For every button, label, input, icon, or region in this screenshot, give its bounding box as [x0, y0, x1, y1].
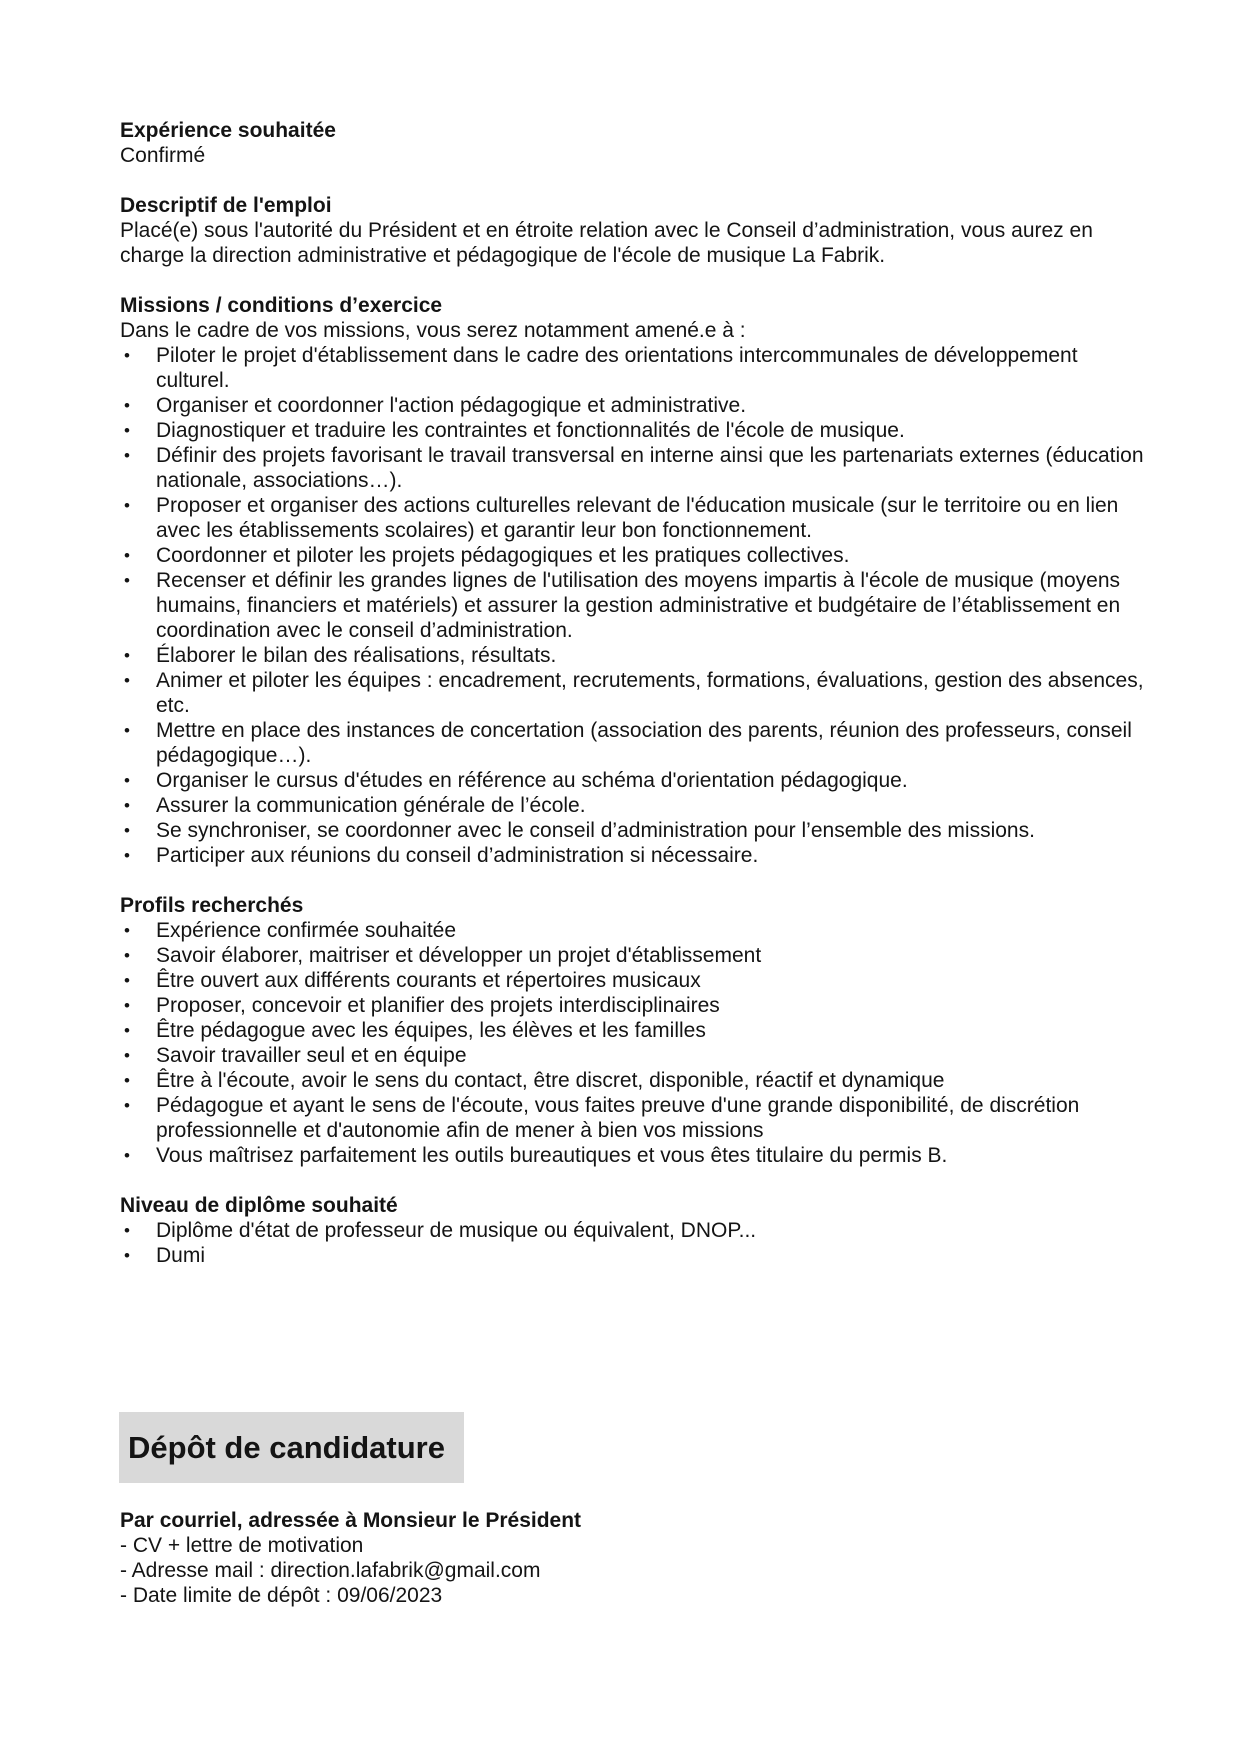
- mission-item: • Mettre en place des instances de concertation (association des parents, réunion des professeurs, conseil pédagogique…).: [120, 718, 1150, 768]
- profil-item: • Expérience confirmée souhaitée: [120, 918, 1150, 943]
- experience-heading: Expérience souhaitée: [120, 119, 336, 142]
- mission-item: • Piloter le projet d'établissement dans le cadre des orientations intercommunales de développement culturel.: [120, 343, 1150, 393]
- profil-item: • Savoir élaborer, maitriser et développer un projet d'établissement: [120, 943, 1150, 968]
- profils-heading: Profils recherchés: [120, 894, 304, 917]
- depot-title: Dépôt de candidature: [128, 1429, 445, 1465]
- descriptif-heading: Descriptif de l'emploi: [120, 194, 332, 217]
- depot-banner: [119, 1412, 464, 1483]
- application-section: [120, 1508, 1150, 1608]
- profil-item: • Savoir travailler seul et en équipe: [120, 1043, 1150, 1068]
- experience-value: Confirmé: [120, 144, 206, 167]
- missions-list: [120, 343, 1150, 868]
- job-offer-content: [120, 118, 1150, 1268]
- diplome-heading: Niveau de diplôme souhaité: [120, 1194, 398, 1217]
- profil-item: • Être à l'écoute, avoir le sens du contact, être discret, disponible, réactif et dynamique: [120, 1068, 1150, 1093]
- experience-section: [120, 118, 1150, 168]
- profils-list: [120, 918, 1150, 1168]
- mission-item: • Organiser le cursus d'études en référence au schéma d'orientation pédagogique.: [120, 768, 1150, 793]
- mission-item: • Organiser et coordonner l'action pédagogique et administrative.: [120, 393, 1150, 418]
- profil-item: • Être ouvert aux différents courants et répertoires musicaux: [120, 968, 1150, 993]
- diplome-item: • Dumi: [120, 1243, 1150, 1268]
- mission-item: • Définir des projets favorisant le travail transversal en interne ainsi que les partenariats externes (éducation nationale, associations…).: [120, 443, 1150, 493]
- mission-item: • Assurer la communication générale de l’école.: [120, 793, 1150, 818]
- mission-item: • Proposer et organiser des actions culturelles relevant de l'éducation musicale (sur le territoire ou en lien avec les établissements scolaires) et garantir leur bon fonctionnement.: [120, 493, 1150, 543]
- profil-item: • Proposer, concevoir et planifier des projets interdisciplinaires: [120, 993, 1150, 1018]
- missions-intro: Dans le cadre de vos missions, vous serez notamment amené.e à :: [120, 319, 746, 342]
- mission-item: • Élaborer le bilan des réalisations, résultats.: [120, 643, 1150, 668]
- profil-item: • Être pédagogue avec les équipes, les élèves et les familles: [120, 1018, 1150, 1043]
- profil-item: • Pédagogue et ayant le sens de l'écoute, vous faites preuve d'une grande disponibilité, de discrétion professionnelle et d'autonomie afin de mener à bien vos missions: [120, 1093, 1150, 1143]
- diplome-item: • Diplôme d'état de professeur de musique ou équivalent, DNOP...: [120, 1218, 1150, 1243]
- diplome-list: [120, 1218, 1150, 1268]
- application-line: - Date limite de dépôt : 09/06/2023: [120, 1584, 443, 1607]
- descriptif-text: Placé(e) sous l'autorité du Président et en étroite relation avec le Conseil d’administration, vous aurez en charge la direction administrative et pédagogique de l'école de musique La Fabrik.: [120, 219, 1093, 267]
- missions-section: [120, 293, 1150, 868]
- mission-item: • Se synchroniser, se coordonner avec le conseil d’administration pour l’ensemble des missions.: [120, 818, 1150, 843]
- profil-item: • Vous maîtrisez parfaitement les outils bureautiques et vous êtes titulaire du permis B.: [120, 1143, 1150, 1168]
- application-line: - Adresse mail : direction.lafabrik@gmail.com: [120, 1559, 541, 1582]
- application-heading: Par courriel, adressée à Monsieur le Président: [120, 1509, 582, 1532]
- mission-item: • Coordonner et piloter les projets pédagogiques et les pratiques collectives.: [120, 543, 1150, 568]
- descriptif-section: [120, 193, 1150, 268]
- mission-item: • Recenser et définir les grandes lignes de l'utilisation des moyens impartis à l'école de musique (moyens humains, financiers et matériels) et assurer la gestion administrative et budgétaire de l’établissement en coordination avec le conseil d’administration.: [120, 568, 1150, 643]
- diplome-section: [120, 1193, 1150, 1268]
- mission-item: • Participer aux réunions du conseil d’administration si nécessaire.: [120, 843, 1150, 868]
- mission-item: • Animer et piloter les équipes : encadrement, recrutements, formations, évaluations, gestion des absences, etc.: [120, 668, 1150, 718]
- mission-item: • Diagnostiquer et traduire les contraintes et fonctionnalités de l'école de musique.: [120, 418, 1150, 443]
- missions-heading: Missions / conditions d’exercice: [120, 294, 443, 317]
- profils-section: [120, 893, 1150, 1168]
- application-line: - CV + lettre de motivation: [120, 1534, 364, 1557]
